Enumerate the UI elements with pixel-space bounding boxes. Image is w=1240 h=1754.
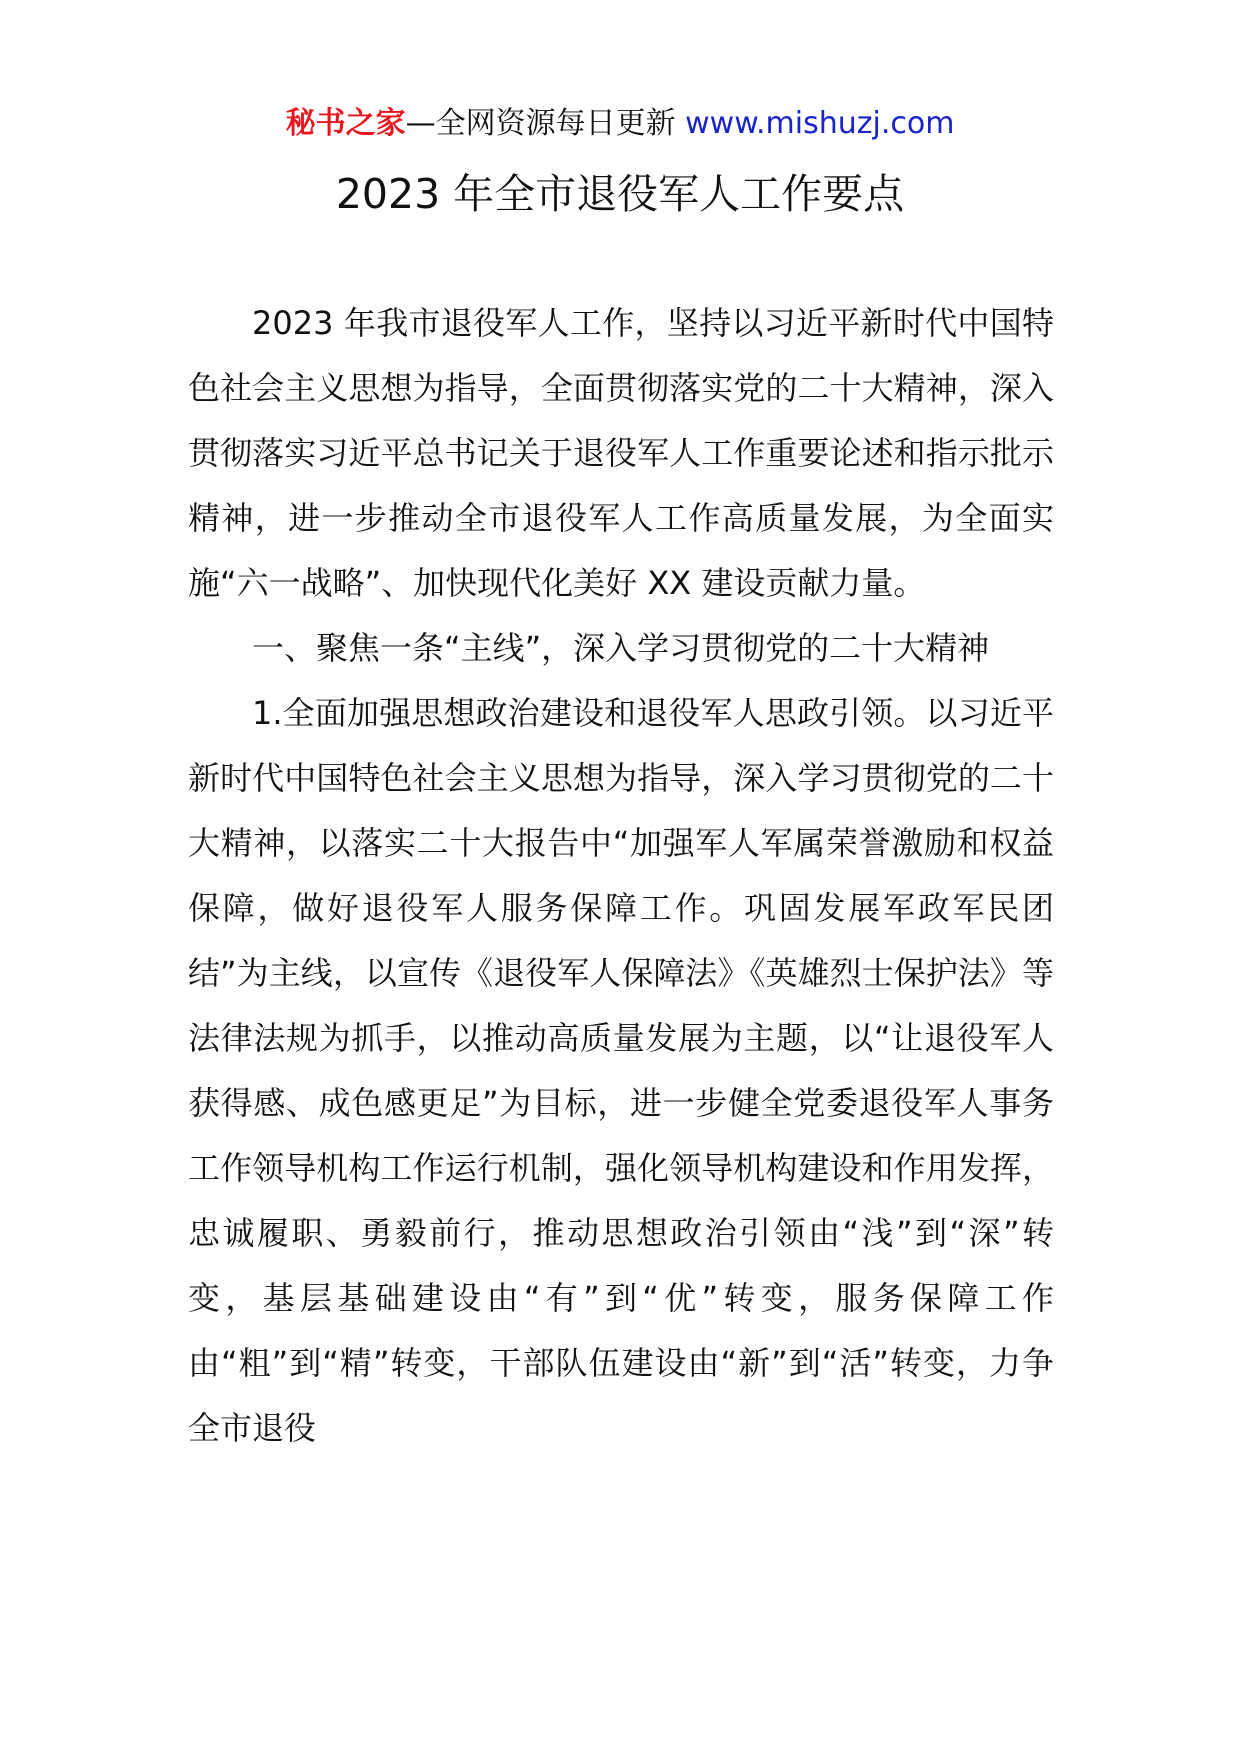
section-heading-1: 一、聚焦一条“主线”，深入学习贯彻党的二十大精神 xyxy=(252,629,990,667)
site-url-link[interactable]: www.mishuzj.com xyxy=(685,106,955,141)
site-name: 秘书之家 xyxy=(285,106,406,141)
watermark-header xyxy=(0,104,1240,144)
site-slogan: —全网资源每日更新 xyxy=(405,106,676,141)
item-paragraph-1: 1.全面加强思想政治建设和退役军人思政引领。以习近平新时代中国特色社会主义思想为指导，深入学习贯彻党的二十大精神，以落实二十大报告中“加强军人军属荣誉激励和权益保障，做好退役军人服务保障工作。巩固发展军政军民团结”为主线，以宣传《退役军人保障法》《英雄烈士保护法》等法律法规为抓手，以推动高质量发展为主题，以“让退役军人获得感、成色感更足”为目标，进一步健全党委退役军人事务工作领导机构工作运行机制，强化领导机构建设和作用发挥，忠诚履职、勇毅前行，推动思想政治引领由“浅”到“深”转变，基层基础建设由“有”到“优”转变，服务保障工作由“粗”到“精”转变，干部队伍建设由“新”到“活”转变，力争全市退役 xyxy=(188,694,1054,1447)
intro-paragraph: 2023 年我市退役军人工作，坚持以习近平新时代中国特色社会主义思想为指导，全面贯彻落实党的二十大精神，深入贯彻落实习近平总书记关于退役军人工作重要论述和指示批示精神，进一步推动全市退役军人工作高质量发展，为全面实施“六一战略”、加快现代化美好 XX 建设贡献力量。 xyxy=(188,304,1054,602)
document-body xyxy=(188,291,1054,1461)
document-title: 2023 年全市退役军人工作要点 xyxy=(335,170,905,218)
